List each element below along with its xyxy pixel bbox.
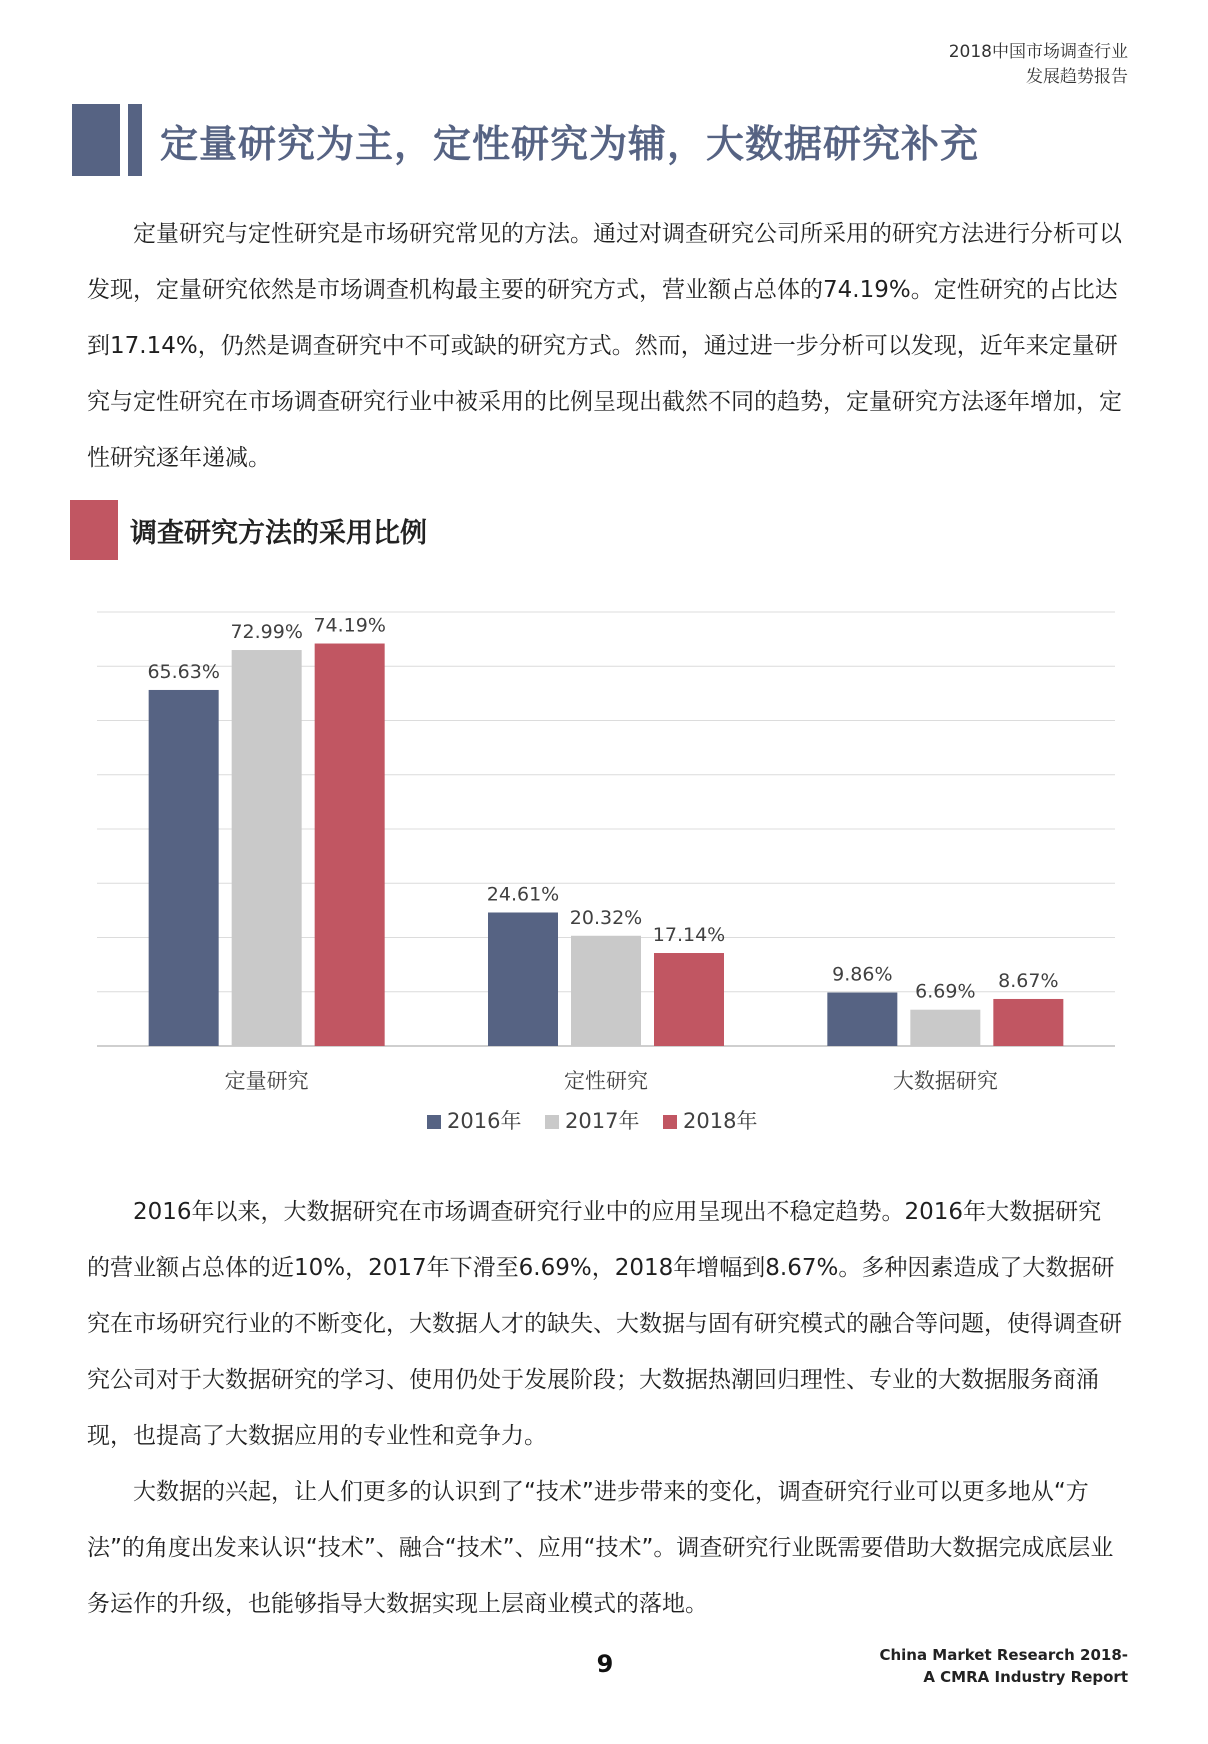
- legend-label: 2016年: [447, 1109, 522, 1133]
- legend-label: 2018年: [683, 1109, 758, 1133]
- report-header-line1: 2018中国市场调查行业: [948, 42, 1128, 62]
- legend-swatch: [427, 1115, 441, 1129]
- bar: [993, 999, 1063, 1046]
- data-label: 65.63%: [147, 660, 220, 683]
- section-heading: [70, 500, 427, 560]
- page-title-block: [72, 104, 979, 176]
- title-accent-bar: [72, 104, 120, 176]
- legend-swatch: [545, 1115, 559, 1129]
- bar: [149, 690, 219, 1046]
- category-label: 大数据研究: [892, 1069, 998, 1093]
- page-title: 定量研究为主，定性研究为辅，大数据研究补充: [160, 121, 980, 166]
- section-accent-bar: [70, 500, 118, 560]
- legend-label: 2017年: [565, 1109, 640, 1133]
- data-label: 17.14%: [652, 924, 726, 947]
- data-label: 24.61%: [486, 883, 560, 906]
- report-footer-line1: China Market Research 2018-: [879, 1646, 1128, 1664]
- report-header-line2: 发展趋势报告: [1026, 67, 1128, 87]
- title-accent-bar-thin: [128, 104, 142, 176]
- page-number: 9: [596, 1650, 614, 1678]
- bar: [315, 644, 385, 1046]
- bar: [232, 650, 302, 1046]
- report-footer-line2: A CMRA Industry Report: [923, 1668, 1128, 1686]
- bar-chart: [0, 580, 1208, 1160]
- data-label: 8.67%: [998, 969, 1059, 992]
- bar: [910, 1010, 980, 1046]
- section-title: 调查研究方法的采用比例: [130, 517, 427, 549]
- bar: [827, 993, 897, 1046]
- report-footer: [879, 1644, 1128, 1688]
- data-label: 20.32%: [569, 906, 643, 929]
- bar: [654, 953, 724, 1046]
- body-paragraph-2: 2016年以来，大数据研究在市场调查研究行业中的应用呈现出不稳定趋势。2016年大数据研究的营业额占总体的近10%，2017年下滑至6.69%，2018年增幅到8.67%。多种因素造成了大数据研究在市场研究行业的不断变化，大数据人才的缺失、大数据与固有研究模式的融合等问题，使得调查研究公司对于大数据研究的学习、使用仍处于发展阶段；大数据热潮回归理性、专业的大数据服务商涌现，也提高了大数据应用的专业性和竞争力。: [87, 1199, 1122, 1449]
- data-label: 74.19%: [313, 614, 386, 637]
- body-paragraph-1: 定量研究与定性研究是市场研究常见的方法。通过对调查研究公司所采用的研究方法进行分析可以发现，定量研究依然是市场调查机构最主要的研究方式，营业额占总体的74.19%。定性研究的占比达到17.14%，仍然是调查研究中不可或缺的研究方式。然而，通过进一步分析可以发现，近年来定量研究与定性研究在市场调查研究行业中被采用的比例呈现出截然不同的趋势，定量研究方法逐年增加，定性研究逐年递减。: [87, 221, 1122, 471]
- bar: [488, 912, 558, 1046]
- legend-swatch: [663, 1115, 677, 1129]
- bar: [571, 936, 641, 1046]
- data-label: 6.69%: [915, 980, 976, 1003]
- data-label: 9.86%: [832, 963, 893, 986]
- category-label: 定量研究: [224, 1069, 309, 1093]
- body-paragraph-3: 大数据的兴起，让人们更多的认识到了“技术”进步带来的变化，调查研究行业可以更多地从“方法”的角度出发来认识“技术”、融合“技术”、应用“技术”。调查研究行业既需要借助大数据完成底层业务运作的升级，也能够指导大数据实现上层商业模式的落地。: [87, 1479, 1114, 1617]
- data-label: 72.99%: [230, 621, 303, 644]
- category-label: 定性研究: [564, 1069, 648, 1093]
- report-header: [949, 40, 1128, 90]
